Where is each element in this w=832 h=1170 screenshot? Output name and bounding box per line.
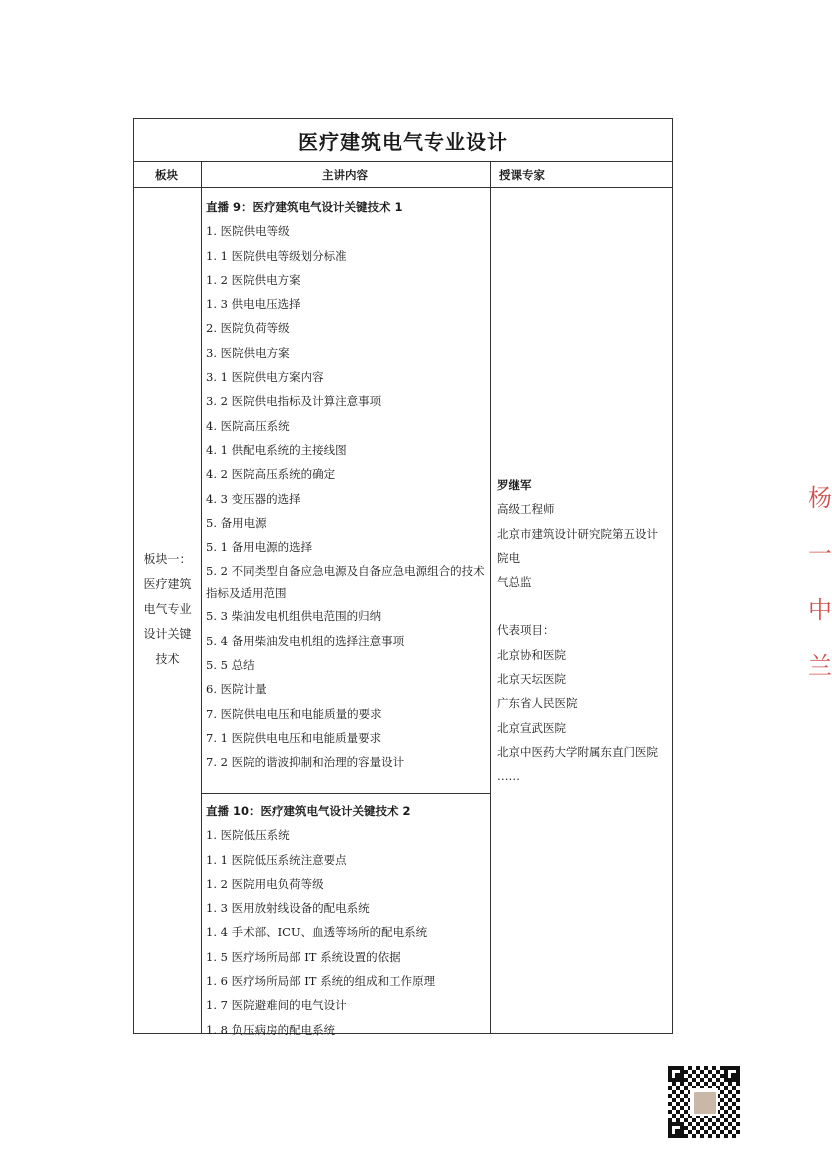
list-item: 1. 3 医用放射线设备的配电系统 xyxy=(206,901,370,916)
project-item: 北京宣武医院 xyxy=(497,720,566,735)
table-header-row xyxy=(134,161,672,188)
expert-info xyxy=(497,473,669,789)
row-divider xyxy=(201,793,490,794)
expert-org: 北京市建筑设计研究院第五设计院电 xyxy=(497,526,658,565)
list-item: 6. 医院计量 xyxy=(206,682,267,697)
list-item: 3. 1 医院供电方案内容 xyxy=(206,370,324,385)
session-10-content xyxy=(206,799,491,1042)
list-item: 3. 医院供电方案 xyxy=(206,345,290,360)
list-item: 1. 4 手术部、ICU、血透等场所的配电系统 xyxy=(206,925,428,940)
handwriting-char: 兰 xyxy=(808,652,832,680)
header-module: 板块 xyxy=(155,168,178,182)
projects-label: 代表项目： xyxy=(497,623,555,638)
qr-finder xyxy=(724,1066,740,1082)
header-content: 主讲内容 xyxy=(322,168,368,182)
session-9-content xyxy=(206,195,491,775)
list-item: 4. 2 医院高压系统的确定 xyxy=(206,467,336,482)
list-item: 4. 1 供配电系统的主接线图 xyxy=(206,442,347,457)
list-item: 7. 医院供电电压和电能质量的要求 xyxy=(206,706,382,721)
project-item: 北京天坛医院 xyxy=(497,672,566,687)
list-item: 1. 2 医院用电负荷等级 xyxy=(206,876,324,891)
list-item: 5. 1 备用电源的选择 xyxy=(206,540,313,555)
module-label-line: 电气专业 xyxy=(143,602,192,616)
expert-org: 气总监 xyxy=(497,575,532,590)
module-label-line: 板块一： xyxy=(143,552,192,566)
list-item: 5. 备用电源 xyxy=(206,515,267,530)
list-item: 1. 医院供电等级 xyxy=(206,224,290,239)
project-item: 北京中医药大学附属东直门医院 xyxy=(497,744,658,759)
qr-finder xyxy=(668,1066,684,1082)
list-item: 1. 1 医院供电等级划分标准 xyxy=(206,248,347,263)
project-item: 广东省人民医院 xyxy=(497,696,578,711)
project-item: 北京协和医院 xyxy=(497,647,566,662)
header-expert: 授课专家 xyxy=(499,168,545,182)
list-item: 7. 1 医院供电电压和电能质量要求 xyxy=(206,730,382,745)
module-label-line: 设计关键 xyxy=(143,627,192,641)
handwriting-char: 中 xyxy=(808,596,832,624)
list-item: 5. 4 备用柴油发电机组的选择注意事项 xyxy=(206,633,405,648)
expert-title: 高级工程师 xyxy=(497,502,555,517)
list-item: 3. 2 医院供电指标及计算注意事项 xyxy=(206,394,382,409)
handwritten-annotation xyxy=(808,470,832,694)
list-item: 5. 5 总结 xyxy=(206,658,255,673)
list-item: 2. 医院负荷等级 xyxy=(206,321,290,336)
expert-name: 罗继军 xyxy=(497,478,532,492)
list-item: 1. 医院低压系统 xyxy=(206,828,290,843)
list-item: 1. 6 医疗场所局部 IT 系统的组成和工作原理 xyxy=(206,974,436,989)
list-item: 7. 2 医院的谐波抑制和治理的容量设计 xyxy=(206,755,405,770)
qr-finder xyxy=(668,1122,684,1138)
session-heading: 直播 10：医疗建筑电气设计关键技术 2 xyxy=(206,804,411,818)
column-divider xyxy=(201,161,202,1033)
module-label xyxy=(134,547,201,672)
handwriting-char: 一 xyxy=(808,540,832,568)
list-item: 1. 5 医疗场所局部 IT 系统设置的依据 xyxy=(206,949,401,964)
project-item: …… xyxy=(497,769,520,784)
list-item: 1. 3 供电电压选择 xyxy=(206,297,301,312)
list-item: 5. 3 柴油发电机组供电范围的归纳 xyxy=(206,609,382,624)
handwriting-char: 杨 xyxy=(808,484,832,512)
list-item: 1. 8 负压病房的配电系统 xyxy=(206,1022,336,1037)
list-item: 5. 2 不同类型自备应急电源及自备应急电源组合的技术指标及适用范围 xyxy=(206,564,485,601)
list-item: 1. 2 医院供电方案 xyxy=(206,272,301,287)
list-item: 4. 3 变压器的选择 xyxy=(206,491,301,506)
page-title: 医疗建筑电气专业设计 xyxy=(134,119,672,162)
list-item: 1. 7 医院避难间的电气设计 xyxy=(206,998,347,1013)
list-item: 1. 1 医院低压系统注意要点 xyxy=(206,852,347,867)
session-heading: 直播 9：医疗建筑电气设计关键技术 1 xyxy=(206,200,403,214)
module-label-line: 技术 xyxy=(155,652,180,666)
module-label-line: 医疗建筑 xyxy=(143,577,192,591)
qr-avatar xyxy=(693,1091,717,1115)
course-table xyxy=(133,118,673,1037)
list-item: 4. 医院高压系统 xyxy=(206,418,290,433)
